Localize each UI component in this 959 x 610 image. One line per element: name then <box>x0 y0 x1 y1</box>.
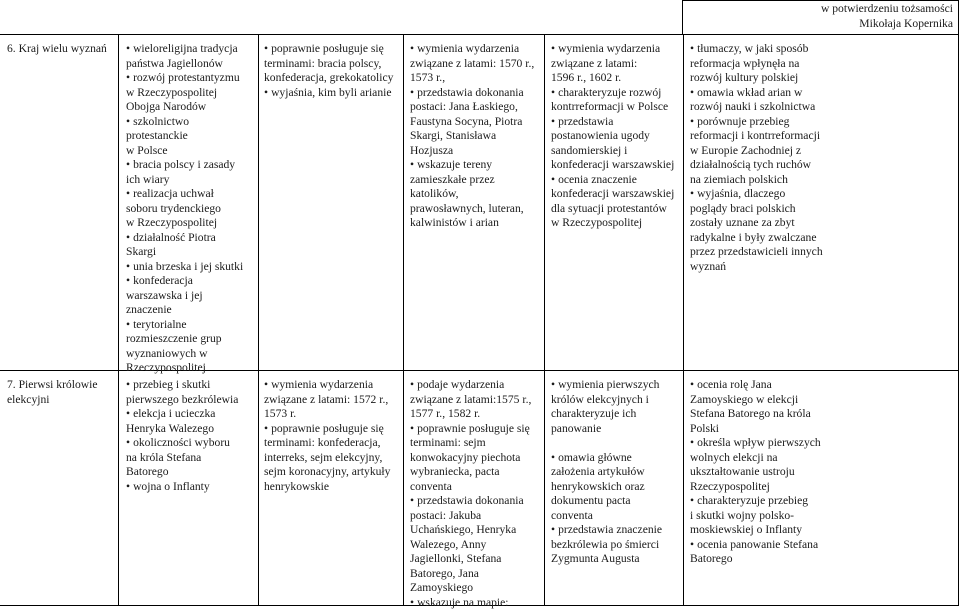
cell-text-line: Zamoyskiego <box>410 581 539 596</box>
cell-text-line: charakteryzuje ich <box>551 407 678 422</box>
bullet-item: • rozwój protestantyzmu <box>126 71 253 86</box>
top-note-line: w potwierdzeniu tożsamości <box>685 2 953 17</box>
table-cell <box>687 41 957 274</box>
cell-text-line: związane z latami: 1572 r., <box>264 393 398 408</box>
cell-text-line: interreks, sejm elekcyjny, <box>264 451 398 466</box>
bullet-item: • elekcja i ucieczka <box>126 407 253 422</box>
cell-text-line: związane z latami: <box>551 57 678 72</box>
top-note <box>682 1 959 34</box>
table-cell <box>123 377 256 494</box>
cell-text-line: wyznań <box>690 260 954 275</box>
bullet-item: • bracia polscy i zasady <box>126 158 253 173</box>
cell-text-line: ukształtowanie ustroju <box>690 465 954 480</box>
table-border <box>118 34 119 606</box>
cell-text-line: henrykowskich oraz <box>551 480 678 495</box>
cell-text-line: prawosławnych, luteran, <box>410 202 539 217</box>
cell-text-line: zamieszkałe przez <box>410 173 539 188</box>
bullet-item: • porównuje przebieg <box>690 115 954 130</box>
bullet-item: • omawia główne <box>551 451 678 466</box>
bullet-item: • określa wpływ pierwszych <box>690 436 954 451</box>
cell-text-line: wyznaniowych w <box>126 347 253 362</box>
cell-text-line: dla sytuacji protestantów <box>551 202 678 217</box>
cell-text-line: postaci: Jana Łaskiego, <box>410 100 539 115</box>
cell-text-line: państwa Jagiellonów <box>126 57 253 72</box>
bullet-item: • ocenia panowanie Stefana <box>690 538 954 553</box>
cell-text-line: reformacja wpłynęła na <box>690 57 954 72</box>
bullet-item: • ocenia rolę Jana <box>690 378 954 393</box>
cell-text-line: Skargi, Stanisława <box>410 129 539 144</box>
cell-text-line: 6. Kraj wielu wyznań <box>7 42 113 57</box>
cell-text-line: Batorego, Jana <box>410 567 539 582</box>
cell-text-line: conventa <box>551 509 678 524</box>
bullet-item: • ocenia znaczenie <box>551 173 678 188</box>
bullet-item: • przedstawia dokonania <box>410 86 539 101</box>
cell-text-line: w Rzeczypospolitej <box>126 216 253 231</box>
bullet-item: • tłumaczy, w jaki sposób <box>690 42 954 57</box>
cell-text-line: rozmieszczenie grup <box>126 332 253 347</box>
cell-text-line: Zygmunta Augusta <box>551 552 678 567</box>
cell-text-line: królów elekcyjnych i <box>551 393 678 408</box>
bullet-item: • wojna o Inflanty <box>126 480 253 495</box>
cell-text-line: 1573 r., <box>410 71 539 86</box>
bullet-item: • szkolnictwo <box>126 115 253 130</box>
cell-text-line: bezkrólewia po śmierci <box>551 538 678 553</box>
bullet-item: • konfederacja <box>126 274 253 289</box>
cell-text-line: henrykowskie <box>264 480 398 495</box>
bullet-item: • omawia wkład arian w <box>690 86 954 101</box>
cell-text-line: terminami: sejm <box>410 436 539 451</box>
cell-text-line: moskiewskiej o Inflanty <box>690 523 954 538</box>
bullet-item: • charakteryzuje przebieg <box>690 494 954 509</box>
cell-text-line: rozwój nauki i szkolnictwa <box>690 100 954 115</box>
cell-text-line: postaci: Jakuba <box>410 509 539 524</box>
cell-text-line: związane z latami:1575 r., <box>410 393 539 408</box>
bullet-item: • wymienia wydarzenia <box>264 378 398 393</box>
table-cell <box>123 41 256 376</box>
cell-text-line: Obojga Narodów <box>126 100 253 115</box>
cell-text-line: postanowienia ugody <box>551 129 678 144</box>
cell-text-line: Henryka Walezego <box>126 422 253 437</box>
cell-text-line: reformacji i kontrreformacji <box>690 129 954 144</box>
cell-text-line: założenia artykułów <box>551 465 678 480</box>
cell-text-line: pierwszego bezkrólewia <box>126 393 253 408</box>
bullet-item: • działalność Piotra <box>126 231 253 246</box>
cell-text-line: katolików, <box>410 187 539 202</box>
bullet-item: • wskazuje tereny <box>410 158 539 173</box>
table-cell <box>261 377 401 494</box>
cell-text-line: Rzeczypospolitej <box>690 480 954 495</box>
cell-text-line: Uchańskiego, Henryka <box>410 523 539 538</box>
cell-text-line: kontrreformacji w Polsce <box>551 100 678 115</box>
bullet-item: • terytorialne <box>126 318 253 333</box>
cell-text-line: terminami: bracia polscy, <box>264 57 398 72</box>
table-border <box>544 34 545 606</box>
bullet-item: • podaje wydarzenia <box>410 378 539 393</box>
cell-text-line: 1596 r., 1602 r. <box>551 71 678 86</box>
cell-text-line: 7. Pierwsi królowie <box>7 378 113 393</box>
cell-text-line: wybraniecka, pacta <box>410 465 539 480</box>
cell-text-line: Batorego <box>126 465 253 480</box>
cell-text-line: conventa <box>410 480 539 495</box>
bullet-item: • wyjaśnia, dlaczego <box>690 187 954 202</box>
cell-text-line: elekcyjni <box>7 393 113 408</box>
cell-text-line: rozwój kultury polskiej <box>690 71 954 86</box>
bullet-item: • przedstawia dokonania <box>410 494 539 509</box>
cell-text-line: zostały uznane za zbyt <box>690 216 954 231</box>
cell-text-line: Faustyna Socyna, Piotra <box>410 115 539 130</box>
cell-text-line: kalwinistów i arian <box>410 216 539 231</box>
table-border <box>683 34 684 606</box>
cell-text-line: konfederacji warszawskiej <box>551 158 678 173</box>
cell-text-line: działalnością tych ruchów <box>690 158 954 173</box>
top-note-line: Mikołaja Kopernika <box>685 17 953 32</box>
table-cell <box>687 377 957 567</box>
cell-text-line: panowanie <box>551 422 678 437</box>
cell-text-line: sandomierskiej i <box>551 144 678 159</box>
bullet-item: • wskazuje na mapie: <box>410 596 539 610</box>
cell-text-line: konfederacja, grekokatolicy <box>264 71 398 86</box>
cell-text-line: w Rzeczypospolitej <box>551 216 678 231</box>
table-cell <box>548 41 681 231</box>
cell-text-line: Hozjusza <box>410 144 539 159</box>
cell-text-line: Batorego <box>690 552 954 567</box>
table-cell <box>407 41 542 231</box>
bullet-item: • poprawnie posługuje się <box>410 422 539 437</box>
cell-text-line: konwokacyjny piechota <box>410 451 539 466</box>
table-border <box>258 34 259 606</box>
cell-text-line: soboru trydenckiego <box>126 202 253 217</box>
cell-text-line: Skargi <box>126 245 253 260</box>
cell-text-line: Zamoyskiego w elekcji <box>690 393 954 408</box>
cell-text-line: terminami: konfederacja, <box>264 436 398 451</box>
cell-text-line: 1577 r., 1582 r. <box>410 407 539 422</box>
bullet-item: • przedstawia znaczenie <box>551 523 678 538</box>
cell-text-line: Jagiellonki, Stefana <box>410 552 539 567</box>
cell-text-line: Rzeczypospolitej <box>126 361 253 376</box>
cell-text-line: Stefana Batorego na króla <box>690 407 954 422</box>
cell-text-line: radykalne i były zwalczane <box>690 231 954 246</box>
cell-text-line: wolnych elekcji na <box>690 451 954 466</box>
bullet-item: • poprawnie posługuje się <box>264 422 398 437</box>
bullet-item: • przebieg i skutki <box>126 378 253 393</box>
table-cell <box>4 377 116 407</box>
cell-text-line: 1573 r. <box>264 407 398 422</box>
cell-text-line: na króla Stefana <box>126 451 253 466</box>
table-cell <box>407 377 542 610</box>
table-border <box>682 0 959 1</box>
bullet-item: • charakteryzuje rozwój <box>551 86 678 101</box>
cell-text-line: i skutki wojny polsko- <box>690 509 954 524</box>
cell-text-line: w Europie Zachodniej z <box>690 144 954 159</box>
table-cell <box>4 41 116 57</box>
bullet-item: • okoliczności wyboru <box>126 436 253 451</box>
cell-text-line: Polski <box>690 422 954 437</box>
bullet-item: • wymienia wydarzenia <box>551 42 678 57</box>
bullet-item: • realizacja uchwał <box>126 187 253 202</box>
cell-text-line: ich wiary <box>126 173 253 188</box>
table-cell <box>548 377 681 567</box>
bullet-item: • wymienia wydarzenia <box>410 42 539 57</box>
cell-text-line: na ziemiach polskich <box>690 173 954 188</box>
cell-text-line: w Polsce <box>126 144 253 159</box>
cell-text-line: konfederacji warszawskiej <box>551 187 678 202</box>
cell-text-line: Walezego, Anny <box>410 538 539 553</box>
bullet-item: • poprawnie posługuje się <box>264 42 398 57</box>
bullet-item: • wymienia pierwszych <box>551 378 678 393</box>
table-cell <box>261 41 401 100</box>
bullet-item: • wieloreligijna tradycja <box>126 42 253 57</box>
cell-text-line: protestanckie <box>126 129 253 144</box>
table-border <box>0 34 959 35</box>
bullet-item: • wyjaśnia, kim byli arianie <box>264 86 398 101</box>
table-border <box>403 34 404 606</box>
cell-text-line: warszawska i jej <box>126 289 253 304</box>
cell-text-line: związane z latami: 1570 r., <box>410 57 539 72</box>
cell-text-line: poglądy braci polskich <box>690 202 954 217</box>
cell-text-line: znaczenie <box>126 303 253 318</box>
table-border <box>682 0 683 34</box>
cell-text-line: w Rzeczypospolitej <box>126 86 253 101</box>
bullet-item: • unia brzeska i jej skutki <box>126 260 253 275</box>
cell-text-line: dokumentu pacta <box>551 494 678 509</box>
cell-text-line <box>551 436 678 451</box>
bullet-item: • przedstawia <box>551 115 678 130</box>
cell-text-line: sejm koronacyjny, artykuły <box>264 465 398 480</box>
cell-text-line: przez przedstawicieli innych <box>690 245 954 260</box>
